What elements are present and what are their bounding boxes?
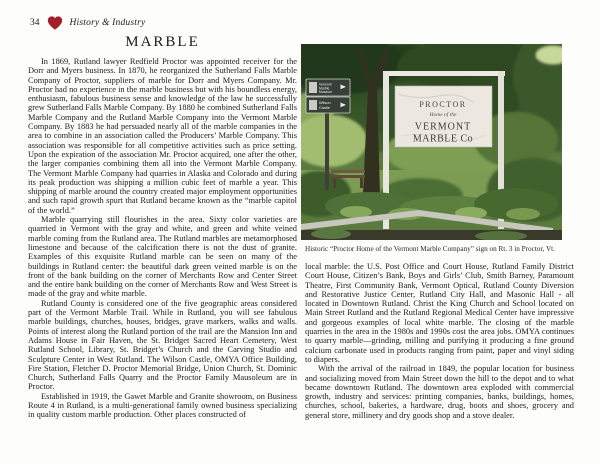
page-number: 34 [30,18,40,28]
page-header [30,15,145,31]
proctor-sign-photo [301,44,562,240]
right-column [305,30,574,420]
road-sign-pictogram [309,82,317,93]
paragraph: Rutland County is considered one of the five geographic areas considered part of the Vermont Marble Trail. While in Rutland, you will see fabulous marble buildings, churches, houses, bridges, grave markers, walks and walls. Points of interest along the Rutland portion of the trail are the Mansion Inn and Adams House in Fair Haven, the St. Bridget Sacred Heart Cemetery, West Rutland School, Library, St. Bridget’s Church and the Carving Studio and Sculpture Center in West Rutland. The Wilson Castle, OMYA Office Building, Fire Station, Fletcher D. Proctor Memorial Bridge, Union Church, St. Dominic Church, Sutherland Falls Quarry and the Proctor Family Mausoleum are in Proctor. [28,298,297,392]
paragraph: With the arrival of the railroad in 1849, the popular location for business and socializing moved from Main Street down the hill to the depot and to what became downtown Rutland. The downtown area exploded with commercial growth, industry and services: printing companies, banks, buildings, homes, churches, school, bakeries, a hardware, drug, boots and shoes, grocery and general store, millinery and dry goods shop and a stove dealer. [305,364,574,420]
left-column [28,30,297,420]
road-sign-pictogram [309,100,317,110]
photo-figure [301,44,562,253]
road-sign-label: Castle [319,104,331,110]
section-title: History & Industry [69,18,146,28]
road-sign-label: Wilson [319,100,331,106]
sign-text-vermont: VERMONT [414,121,472,133]
sign-text-proctor: PROCTOR [419,100,467,109]
sign-board [395,86,492,147]
road-sign-label: Marble [319,86,330,91]
page-title: MARBLE [125,34,200,50]
sign-text-home-of-the: Home of the [429,112,457,118]
road-sign-label: Vermont [319,82,332,87]
two-column-layout [28,30,574,420]
road-sign-pole [325,112,329,190]
photo-caption: Historic “Proctor Home of the Vermont Marble Company” sign on Rt. 3 in Proctor, Vt. [305,245,555,253]
paragraph: Marble quarrying still flourishes in the area. Sixty color varieties are quarried in Vermont with the gray and white, and green and white veined marble coming from the Rutland area. The Rutland marbles are metamorphosed limestone and because of the calcification there is not the dust of granite. Examples of this exquisite Rutland marble can be seen on many of the buildings in Rutland center: the beautiful dark green veined marble is on the front of the bank building on the corner of Merchants Row and Center Street and the entire bank building on the corner of Merchants Row and West Street is made of the gray and white marble. [28,215,297,299]
road-sign-label: Museum [319,90,333,94]
paragraph: local marble: the U.S. Post Office and Court House, Rutland Family District Court House, Citizen’s Bank, Boys and Girls’ Club, Smith Barney, Paramount Theatre, First Community Bank, Vermont Optical, Rutland County Diversion and Restorative Justice Center, Rutland City Hall, and Masonic Hall - all located in Downtown Rutland. Christ the King Church and School located on Main Street Rutland and the Rutland Regional Medical Center have impressive and gorgeous examples of local white marble. The closing of the marble quarries in the area in the 1980s and 1990s cost the area jobs. OMYA continues to quarry marble—grinding, milling and purifying it producing a fine ground calcium carbonate used in products ranging from paint, paper and vinyl siding to diapers. [305,262,574,364]
paragraph: In 1869, Rutland lawyer Redfield Proctor was appointed receiver for the Dorr and Myers business. In 1870, he reorganized the Sutherland Falls Marble Company of Proctor, suppliers of marble for Dorr and Myers Company. Mr. Proctor had no experience in the marble business but with his boundless energy, enthusiasm, fabulous business sense and knowledge of the law he successfully grew Sutherland Falls Marble Company. By 1880 he combined Sutherland Falls Marble Company and the Rutland Marble Company into the Vermont Marble Company. By 1883 he had persuaded nearly all of the marble companies in the area to combine in an association called the Producers’ Marble Company. This association was responsible for all competitive activities such as price setting. Upon the expiration of the association Mr. Proctor acquired, one after the other, the larger companies combining them all into the Vermont Marble Company. The Vermont Marble Company had quarries in Alaska and Colorado and during its peak production was shipping a million cubic feet of marble a year. This shipping of marble around the country created major employment opportunities and such rapid growth spurt that Rutland became known as the “marble capitol of the world.” [28,57,297,215]
paragraph: Established in 1919, the Gawet Marble and Granite showroom, on Business Route 4 in Rutland, is a multi-generational family owned business specializing in quality custom marble production. Other places constructed of [28,391,297,420]
sign-text-marble-co: MARBLE Co [412,133,474,145]
heart-icon [47,16,63,30]
